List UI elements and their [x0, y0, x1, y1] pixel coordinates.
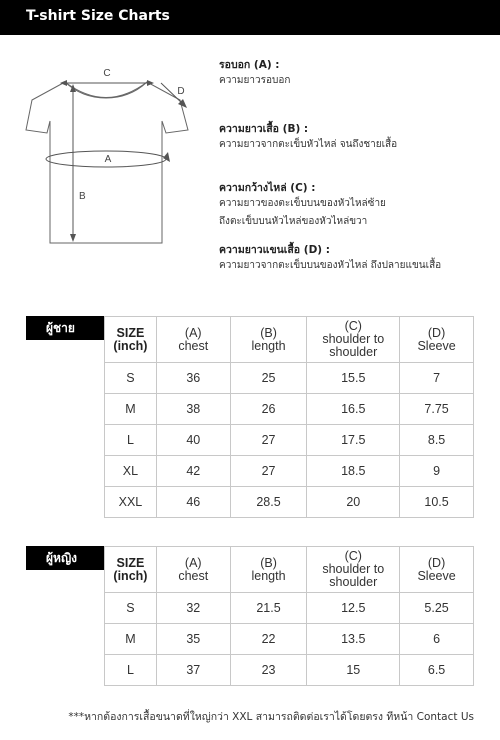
cell-shoulder: 20 — [307, 487, 400, 518]
cell-size: L — [105, 425, 157, 456]
header-size: SIZE (inch) — [105, 547, 157, 593]
cell-chest: 36 — [156, 363, 230, 394]
cell-length: 21.5 — [230, 593, 307, 624]
legend-desc: ความยาวจากตะเข็บหัวไหล่ จนถึงชายเสื้อ — [219, 139, 398, 150]
table-row — [105, 456, 474, 487]
legend-item-length — [219, 122, 397, 154]
cell-shoulder: 17.5 — [307, 425, 400, 456]
cell-size: XL — [105, 456, 157, 487]
cell-length: 26 — [230, 394, 307, 425]
table-row — [105, 394, 474, 425]
cell-length: 23 — [230, 655, 307, 686]
page-header — [0, 0, 500, 35]
cell-sleeve: 9 — [400, 456, 474, 487]
table-header-row — [105, 317, 474, 363]
page-title: T-shirt Size Charts — [26, 8, 170, 24]
cell-size: S — [105, 593, 157, 624]
header-size: SIZE (inch) — [105, 317, 157, 363]
cell-length: 22 — [230, 624, 307, 655]
cell-sleeve: 6 — [400, 624, 474, 655]
table-row — [105, 593, 474, 624]
legend-heading: ความยาวเสื้อ (B) : — [219, 123, 309, 135]
cell-shoulder: 16.5 — [307, 394, 400, 425]
legend-heading: ความกว้างไหล่ (C) : — [219, 182, 316, 194]
cell-chest: 42 — [156, 456, 230, 487]
legend-heading: รอบอก (A) : — [219, 59, 280, 71]
cell-length: 28.5 — [230, 487, 307, 518]
cell-size: M — [105, 624, 157, 655]
men-section-label: ผู้ชาย — [26, 316, 104, 340]
cell-shoulder: 15 — [307, 655, 400, 686]
table-row — [105, 487, 474, 518]
header-shoulder: (C) shoulder to shoulder — [307, 547, 400, 593]
cell-size: M — [105, 394, 157, 425]
measure-a-arrow — [163, 152, 170, 162]
cell-chest: 40 — [156, 425, 230, 456]
table-header-row — [105, 547, 474, 593]
cell-shoulder: 18.5 — [307, 456, 400, 487]
header-chest: (A) chest — [156, 547, 230, 593]
measure-b-label: B — [79, 191, 86, 202]
cell-shoulder: 13.5 — [307, 624, 400, 655]
header-shoulder: (C) shoulder to shoulder — [307, 317, 400, 363]
table-row — [105, 425, 474, 456]
measure-d-label: D — [177, 86, 185, 97]
cell-sleeve: 7.75 — [400, 394, 474, 425]
cell-chest: 32 — [156, 593, 230, 624]
legend-item-shoulder — [219, 181, 386, 231]
cell-size: XXL — [105, 487, 157, 518]
cell-sleeve: 8.5 — [400, 425, 474, 456]
legend-heading: ความยาวแขนเสื้อ (D) : — [219, 244, 330, 256]
table-row — [105, 655, 474, 686]
cell-sleeve: 6.5 — [400, 655, 474, 686]
cell-sleeve: 10.5 — [400, 487, 474, 518]
legend-desc: ความยาวรอบอก — [219, 75, 291, 86]
cell-chest: 38 — [156, 394, 230, 425]
cell-chest: 46 — [156, 487, 230, 518]
table-row — [105, 363, 474, 394]
measure-c-label: C — [103, 68, 111, 79]
header-sleeve: (D) Sleeve — [400, 547, 474, 593]
cell-chest: 35 — [156, 624, 230, 655]
legend-desc: ความยาวจากตะเข็บบนของหัวไหล่ ถึงปลายแขนเสื้อ — [219, 260, 442, 271]
cell-sleeve: 7 — [400, 363, 474, 394]
header-chest: (A) chest — [156, 317, 230, 363]
men-size-table — [104, 316, 474, 518]
header-sleeve: (D) Sleeve — [400, 317, 474, 363]
cell-size: L — [105, 655, 157, 686]
contact-footnote: ***หากต้องการเสื้อขนาดที่ใหญ่กว่า XXL สามารถติดต่อเราได้โดยตรง ทีหน้า Contact Us — [68, 711, 474, 723]
cell-length: 27 — [230, 425, 307, 456]
measure-a-label: A — [104, 154, 112, 165]
legend-item-sleeve — [219, 243, 441, 275]
legend-item-chest — [219, 58, 290, 90]
cell-length: 27 — [230, 456, 307, 487]
header-length: (B) length — [230, 317, 307, 363]
cell-shoulder: 12.5 — [307, 593, 400, 624]
header-length: (B) length — [230, 547, 307, 593]
cell-length: 25 — [230, 363, 307, 394]
tshirt-diagram — [20, 55, 200, 255]
cell-size: S — [105, 363, 157, 394]
table-row — [105, 624, 474, 655]
legend-desc: ความยาวของตะเข็บบนของหัวไหล่ซ้าย — [219, 198, 386, 209]
legend-desc: ถึงตะเข็บบนหัวไหล่ของหัวไหล่ขวา — [219, 216, 368, 227]
women-section-label: ผู้หญิง — [26, 546, 104, 570]
cell-sleeve: 5.25 — [400, 593, 474, 624]
cell-chest: 37 — [156, 655, 230, 686]
women-size-table — [104, 546, 474, 686]
cell-shoulder: 15.5 — [307, 363, 400, 394]
